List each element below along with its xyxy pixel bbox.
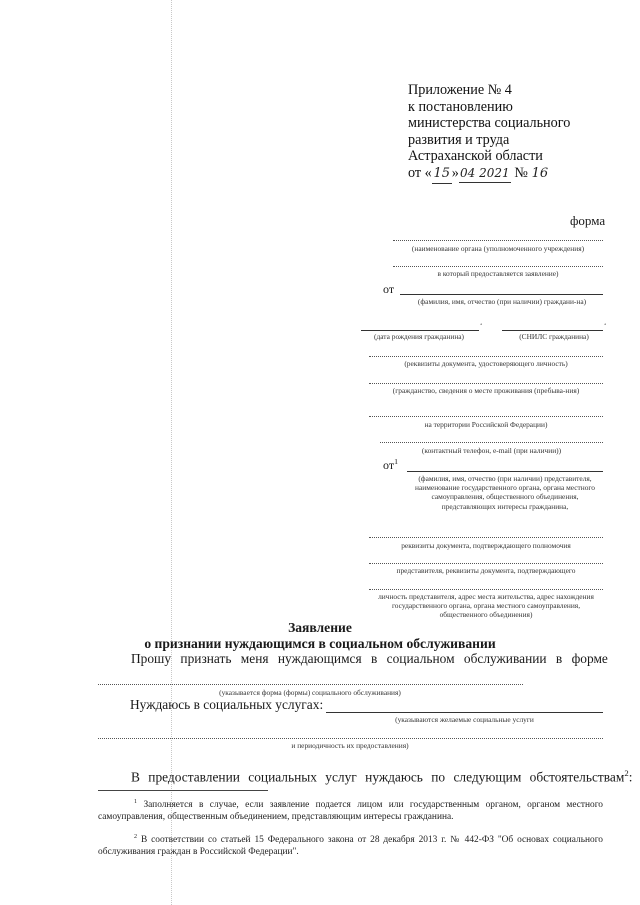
request-text: Прошу признать меня нуждающимся в социальном обслуживании в форме <box>131 651 608 666</box>
organ-caption: (наименование органа (уполномоченного учреждения) <box>411 244 585 253</box>
applicant-caption: (фамилия, имя, отчество (при наличии) граждани-на) <box>417 297 587 306</box>
circumstances-footnote-mark: 2 <box>624 768 629 778</box>
territory-line <box>369 416 603 417</box>
applicant-name-line <box>400 294 603 295</box>
rep-doc-line-3 <box>369 589 603 590</box>
service-form-caption: (указывается форма (формы) социального обслуживания) <box>219 688 401 697</box>
document-title: Заявление <box>288 620 352 635</box>
citizenship-line <box>369 383 603 384</box>
service-form-line <box>98 684 523 685</box>
periodicity-caption: и периодичность их предоставления) <box>291 741 409 750</box>
from2-text: от <box>383 458 395 472</box>
footnote-1-text: Заполняется в случае, если заявление подается лицом или государственным органом, органом местного самоуправления, общественным объединением, представляющим интересы гражданина. <box>98 800 603 822</box>
organ-caption-2: в который предоставляется заявление) <box>437 269 559 278</box>
citizenship-caption: (гражданство, сведения о месте проживания (пребыва-ния) <box>392 386 580 395</box>
rep-doc-line-2 <box>369 563 603 564</box>
organ-name-line <box>393 240 603 241</box>
services-line <box>326 712 603 713</box>
header-line-4: развития и труда <box>408 131 510 148</box>
birth-date-line <box>361 330 479 331</box>
footnote-1 <box>98 797 603 823</box>
header-line-3: министерства социального <box>408 115 571 132</box>
date-prefix: от « <box>408 164 432 181</box>
circumstances-colon: : <box>628 769 633 785</box>
footnote-2 <box>98 832 603 858</box>
id-document-line <box>369 356 603 357</box>
header-date-line <box>408 165 570 184</box>
rep-doc-caption-2: представителя, реквизиты документа, подтверждающего <box>396 566 576 575</box>
organ-name-line-2 <box>393 266 603 267</box>
rep-doc-caption-3: личность представителя, адрес места жительства, адрес нахождения государственного органа, органа местного самоуправления, общественного объединения) <box>378 592 594 620</box>
periodicity-line <box>98 738 603 739</box>
footnote-2-mark: 2 <box>134 834 138 840</box>
footnote-1-mark: 1 <box>134 799 138 805</box>
id-document-caption: (реквизиты документа, удостоверяющего личность) <box>404 359 568 368</box>
date-month-year-handwritten: 04 2021 <box>459 165 511 183</box>
form-label: форма <box>570 213 606 228</box>
rep-doc-line <box>369 537 603 538</box>
territory-caption: на территории Российской Федерации) <box>424 420 548 429</box>
snils-caption: (СНИЛС гражданина) <box>519 332 589 341</box>
snils-line <box>502 330 603 331</box>
need-services-text: Нуждаюсь в социальных услугах: <box>130 697 324 712</box>
appendix-header <box>408 82 570 184</box>
footnote-separator <box>98 790 268 791</box>
from2-footnote-mark: 1 <box>394 457 398 466</box>
representative-line <box>407 471 603 472</box>
representative-caption: (фамилия, имя, отчество (при наличии) представителя, наименование государственного органа, органа местного самоуправления, общественного объединения, представляющих интересы гражданина, <box>415 474 595 511</box>
footnote-2-text: В соответствии со статьей 15 Федерального закона от 28 декабря 2013 г. № 442-ФЗ "Об основах социального обслуживания граждан в Российской Федерации". <box>98 835 603 857</box>
birth-date-tick: ‘ <box>480 322 483 330</box>
date-day-handwritten: 15 <box>432 166 452 184</box>
services-caption: (указываются желаемые социальные услуги <box>395 715 534 724</box>
header-line-2: к постановлению <box>408 98 513 115</box>
circumstances-main: В предоставлении социальных услуг нуждаюсь по следующим обстоятельствам <box>131 769 625 785</box>
header-line-5: Астраханской области <box>408 148 543 165</box>
snils-tick: ‘ <box>604 322 607 330</box>
from-label: от <box>383 282 395 296</box>
circumstances-text <box>131 768 633 785</box>
contact-line <box>380 442 603 443</box>
rep-doc-caption: реквизиты документа, подтверждающего полномочия <box>401 541 571 550</box>
header-line-1: Приложение № 4 <box>408 82 512 98</box>
from2-label <box>383 457 398 473</box>
document-subtitle: о признании нуждающимся в социальном обслуживании <box>144 636 496 651</box>
date-mid: » <box>451 164 459 181</box>
number-prefix: № <box>514 164 528 181</box>
number-handwritten: 16 <box>531 165 549 181</box>
birth-date-caption: (дата рождения гражданина) <box>373 332 465 341</box>
contact-caption: (контактный телефон, e-mail (при наличии)) <box>421 446 562 455</box>
